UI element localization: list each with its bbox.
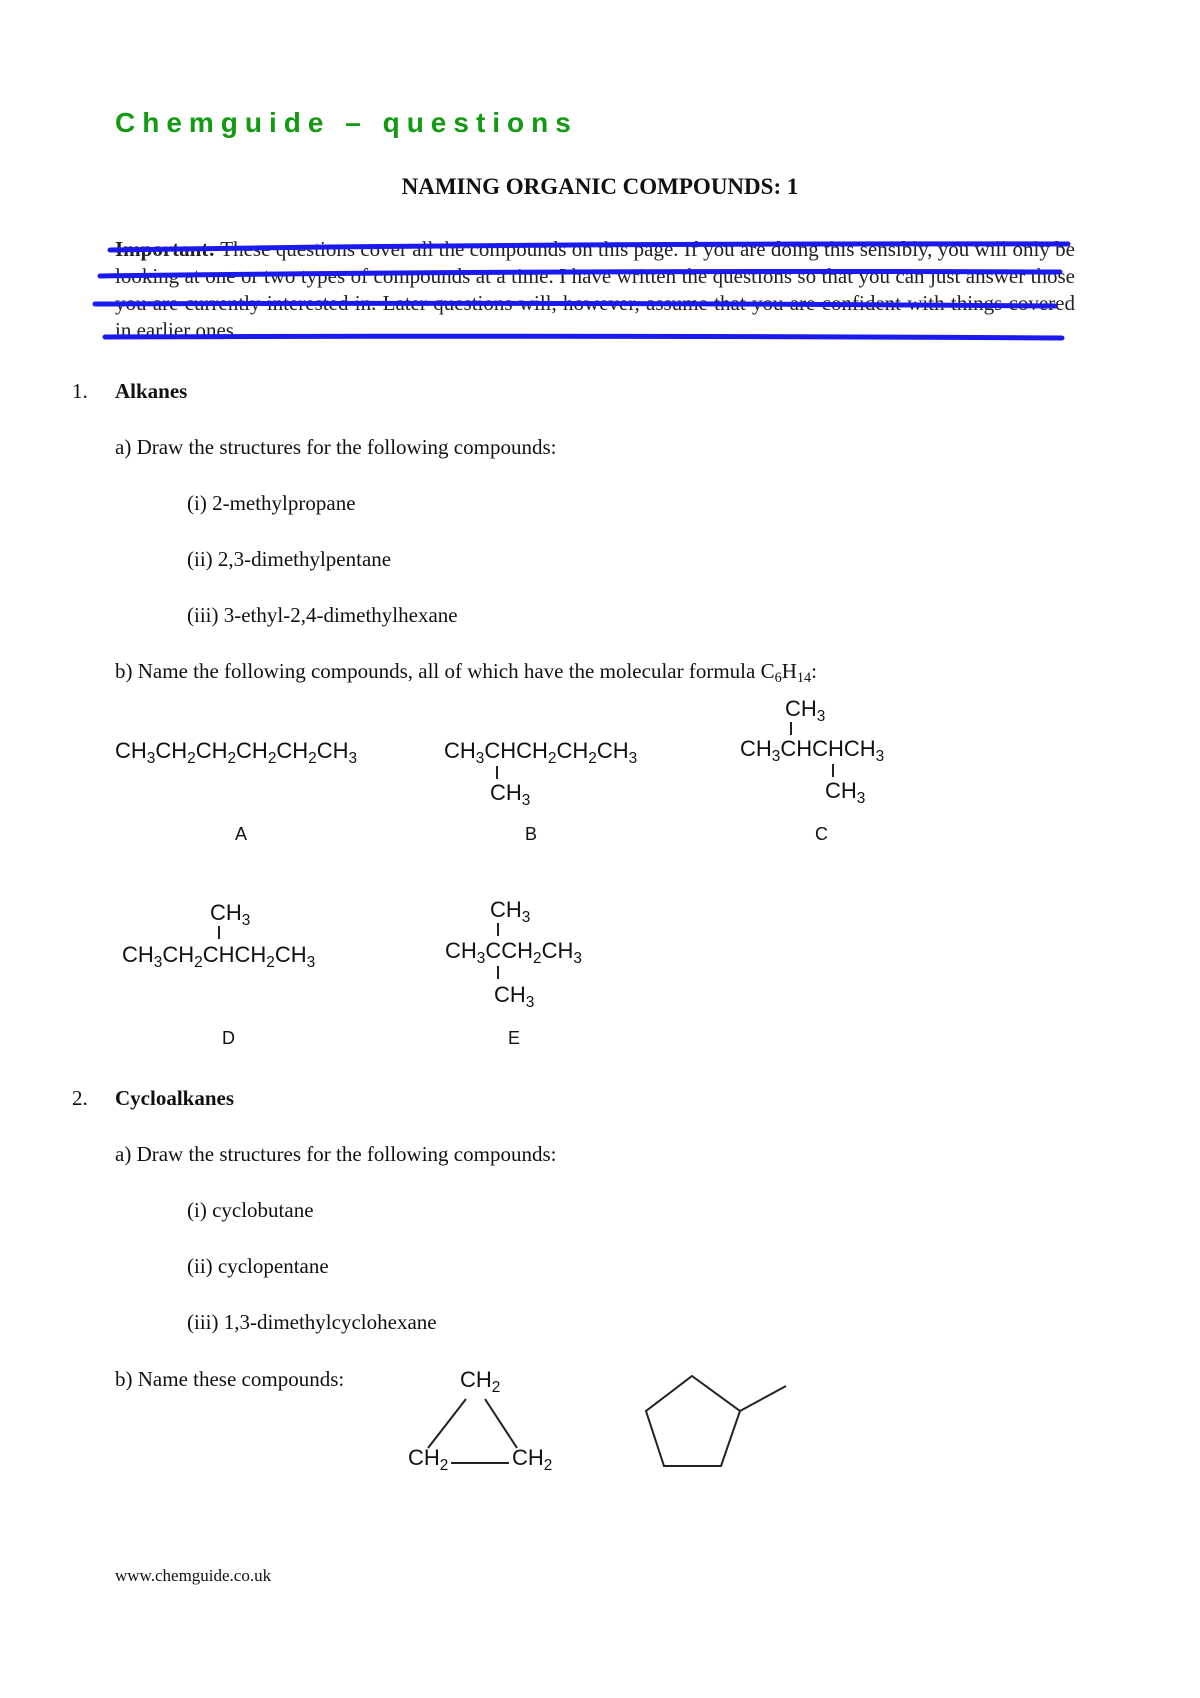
section1-part-a: a) Draw the structures for the following compounds: bbox=[115, 435, 557, 459]
cyclopropane-top-ch2: $CH_2$ bbox=[460, 1367, 501, 1396]
section1-item-3: (iii) 3-ethyl-2,4-dimethylhexane bbox=[187, 603, 458, 627]
section2-title: Cycloalkanes bbox=[115, 1086, 235, 1110]
section1-title: Alkanes bbox=[115, 379, 188, 403]
section2-item-2: (ii) cyclopentane bbox=[187, 1254, 329, 1278]
section2-item-3: (iii) 1,3-dimethylcyclohexane bbox=[187, 1310, 437, 1334]
structure-e-bottom-bond bbox=[497, 966, 499, 979]
cyclopropane-bond-right bbox=[485, 1399, 517, 1448]
page-title: NAMING ORGANIC COMPOUNDS: 1 bbox=[401, 174, 799, 199]
section1-number: 1. bbox=[72, 379, 88, 403]
structure-c-label: C bbox=[815, 824, 828, 844]
cyclopentane-ring bbox=[646, 1376, 740, 1466]
methyl-substituent bbox=[740, 1386, 786, 1411]
section1-part-b bbox=[115, 659, 817, 684]
part-b-h: H bbox=[781, 659, 797, 683]
important-label: Important: bbox=[115, 237, 216, 261]
brand-heading: Chemguide – questions bbox=[115, 107, 578, 138]
structure-d-label: D bbox=[222, 1028, 235, 1048]
structure-a-label: A bbox=[235, 824, 248, 844]
structure-b-bond bbox=[496, 766, 498, 779]
structure-c-top-bond bbox=[790, 722, 792, 735]
structure-e-top-branch: $CH_3$ bbox=[490, 897, 531, 926]
structure-c-top-branch: $CH_3$ bbox=[785, 696, 826, 725]
important-text: These questions cover all the compounds on this page. If you are doing this sensibly, you will only be looking at one or two types of compounds at a time. I have written the questions so that you can just answer those you are currently interested in. Later questions will, however, assume that you are confident with things covered in earlier ones. bbox=[115, 237, 1075, 342]
section1-item-2: (ii) 2,3-dimethylpentane bbox=[187, 547, 392, 571]
part-b-text: b) Name the following compounds, all of which have the molecular formula C bbox=[115, 659, 775, 683]
structure-d-formula: $CH_3CH_2CHCH_2CH_3$ bbox=[122, 942, 316, 971]
structure-a-formula: $CH_3CH_2CH_2CH_2CH_2CH_3$ bbox=[115, 738, 358, 767]
structure-b-branch: $CH_3$ bbox=[490, 780, 531, 809]
important-note bbox=[115, 236, 1075, 344]
structure-d-bond bbox=[218, 926, 220, 939]
section2-number: 2. bbox=[72, 1086, 88, 1110]
structure-b-formula: $CH_3CHCH_2CH_2CH_3$ bbox=[444, 738, 638, 767]
section2-item-1: (i) cyclobutane bbox=[187, 1198, 314, 1222]
structure-e-top-bond bbox=[497, 923, 499, 936]
section1-item-1: (i) 2-methylpropane bbox=[187, 491, 356, 515]
cyclopropane-bond-left bbox=[428, 1399, 466, 1448]
structure-e-label: E bbox=[508, 1028, 521, 1048]
cyclopropane-right-ch2: $CH_2$ bbox=[512, 1445, 553, 1474]
structure-c-bottom-branch: $CH_3$ bbox=[825, 778, 866, 807]
cyclopropane-left-ch2: $CH_2$ bbox=[408, 1445, 449, 1474]
structure-c-bottom-bond bbox=[832, 764, 834, 777]
structure-e-formula: $CH_3CCH_2CH_3$ bbox=[445, 938, 582, 967]
structure-e-bottom-branch: $CH_3$ bbox=[494, 982, 535, 1011]
structure-c-formula: $CH_3CHCHCH_3$ bbox=[740, 736, 885, 765]
structure-d-branch: $CH_3$ bbox=[210, 900, 251, 929]
section2-part-b: b) Name these compounds: bbox=[115, 1367, 345, 1391]
part-b-suffix: : bbox=[811, 659, 817, 683]
section2-part-a: a) Draw the structures for the following compounds: bbox=[115, 1142, 557, 1166]
footer-url[interactable]: www.chemguide.co.uk bbox=[115, 1566, 272, 1585]
part-b-c-subscript: 6 bbox=[774, 670, 782, 686]
part-b-h-subscript: 14 bbox=[796, 670, 812, 686]
structure-b-label: B bbox=[525, 824, 538, 844]
